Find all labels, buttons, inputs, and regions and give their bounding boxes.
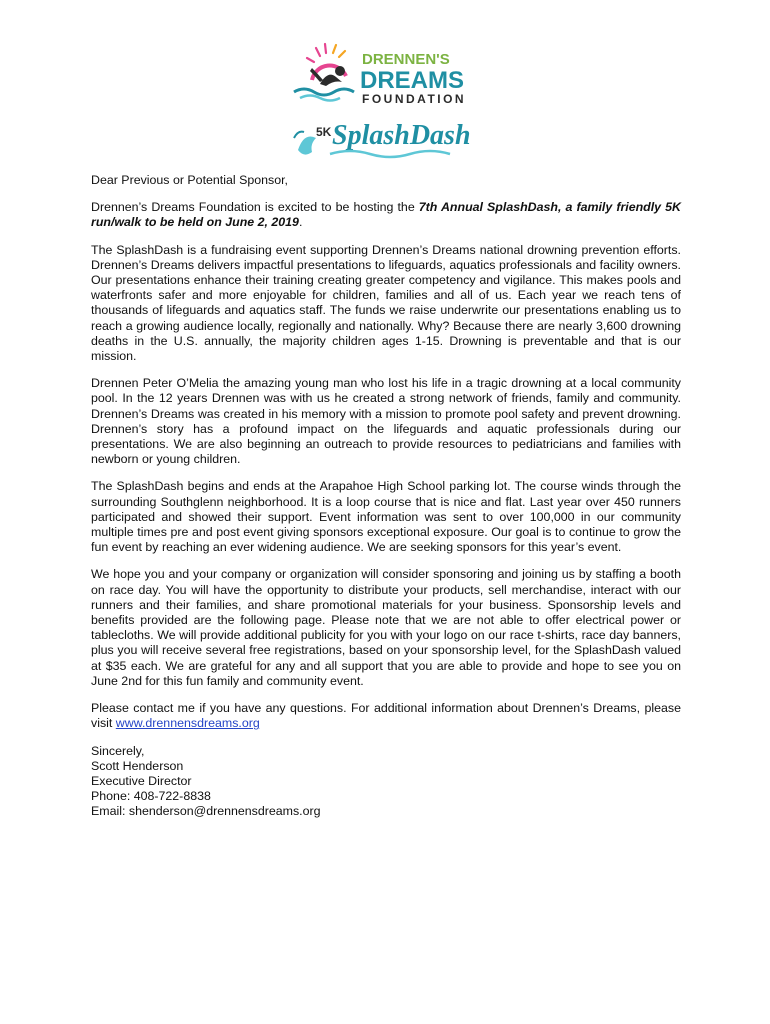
logo-name-line3: FOUNDATION bbox=[362, 92, 467, 106]
website-link[interactable]: www.drennensdreams.org bbox=[115, 716, 260, 731]
logo-event-name: SplashDash bbox=[332, 120, 471, 151]
splash-icon bbox=[294, 132, 304, 138]
signature-block bbox=[91, 744, 681, 820]
intro-text: Drennen’s Dreams Foundation is excited to be hosting the bbox=[91, 200, 419, 215]
sponsor-letter bbox=[91, 173, 681, 832]
contact-paragraph bbox=[91, 701, 681, 731]
event-details-paragraph: The SplashDash begins and ends at the Arapahoe High School parking lot. The course winds through the surrounding Southglenn neighborhood. It is a loop course that is nice and flat. Last year over 450 runners participated and showed their support. Event information was sent to over 100,000 in our community multiple times pre and post event giving sponsors exceptional exposure. Our goal is to continue to grow the fun event by reaching an ever widening audience. We are seeking sponsors for this year’s event. bbox=[91, 479, 681, 555]
signer-phone: Phone: 408-722-8838 bbox=[91, 789, 211, 804]
drennen-story-paragraph: Drennen Peter O’Melia the amazing young man who lost his life in a tragic drowning at a local community pool. In the 12 years Drennen was with us he created a strong network of friends, family and community. Drennen’s Dreams was created in his memory with a mission to promote pool safety and prevent drowning. Drennen’s story has a profound impact on the lifeguards and aquatic professionals during our presentations. We are also beginning an outreach to provide resources to pediatricians and families with newborn or young children. bbox=[91, 376, 681, 467]
wave-icon bbox=[294, 89, 354, 95]
splash-icon bbox=[298, 137, 316, 155]
logo-name-line1: DRENNEN'S bbox=[362, 51, 450, 68]
salutation: Dear Previous or Potential Sponsor, bbox=[91, 173, 288, 187]
contact-text: Please contact me if you have any questions. For additional information about Drennen’s Dreams, please visit bbox=[91, 701, 681, 731]
intro-suffix: . bbox=[298, 215, 303, 230]
event-highlight: 7th Annual SplashDash, a family friendly 5K run/walk to be held on June 2, 2019 bbox=[91, 200, 681, 230]
sponsorship-paragraph: We hope you and your company or organization will consider sponsoring and joining us by staffing a booth on race day. You will have the opportunity to distribute your products, sell merchandise, interact with our runners and their families, and share promotional materials for your business. Sponsorship levels and benefits provided are the following page. Please note that we are not able to offer electrical power or tablecloths. We will provide additional publicity for you with your logo on our race t-shirts, race day banners, plus you will receive several free registrations, based on your sponsorship level, for the SplashDash valued at $35 each. We are grateful for any and all support that you are able to provide and hope to see you on June 2nd for this fun family and community event. bbox=[91, 567, 681, 688]
closing: Sincerely, bbox=[91, 743, 145, 758]
logo-event-prefix: 5K bbox=[316, 125, 332, 139]
foundation-logo bbox=[290, 40, 490, 165]
wave-icon bbox=[330, 151, 450, 157]
signer-email: Email: shenderson@drennensdreams.org bbox=[91, 804, 321, 819]
mission-paragraph: The SplashDash is a fundraising event supporting Drennen’s Dreams national drowning prevention efforts. Drennen’s Dreams delivers impactful presentations to lifeguards, aquatics professionals and facility owners. Our presentations enhance their training creating greater competency and vigilance. This makes pools and waterfronts safer and more enjoyable for children, families and all of us. Each year we reach tens of thousands of lifeguards and aquatics staff. The funds we raise underwrite our presentations enabling us to reach a growing audience locally, regionally and nationally. Why? Because there are nearly 3,600 drowning deaths in the U.S. annually, the majority children ages 1-15. Drowning is preventable and that is our mission. bbox=[91, 242, 681, 364]
intro-paragraph bbox=[91, 200, 681, 230]
swimmer-icon bbox=[310, 66, 345, 86]
signer-name: Scott Henderson bbox=[91, 758, 184, 773]
wave-icon bbox=[300, 96, 340, 101]
sun-rays bbox=[307, 44, 345, 62]
logo-name-line2: DREAMS bbox=[360, 67, 465, 94]
signer-title: Executive Director bbox=[91, 773, 192, 788]
logo-graphic bbox=[290, 40, 490, 165]
